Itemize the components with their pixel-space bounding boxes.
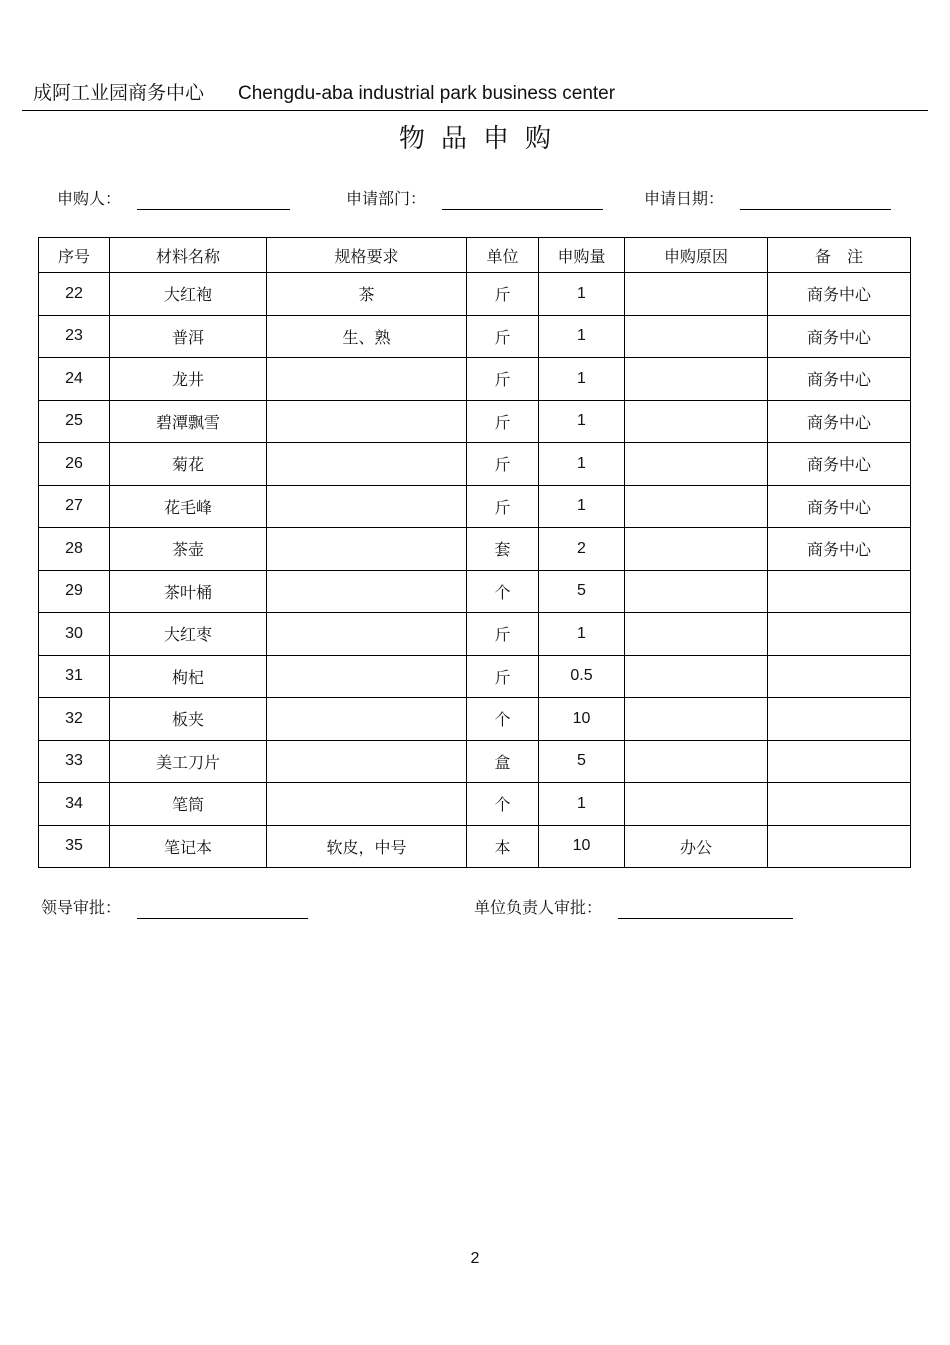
cell-index: 25 <box>39 400 110 443</box>
cell-quantity: 1 <box>539 613 625 656</box>
table-row <box>39 570 911 613</box>
cell-spec <box>267 400 467 443</box>
cell-index: 28 <box>39 528 110 571</box>
unit-head-approval-field <box>474 895 793 919</box>
cell-remark <box>768 570 911 613</box>
cell-spec: 软皮，中号 <box>267 825 467 868</box>
table-row <box>39 655 911 698</box>
page-header <box>33 78 615 105</box>
cell-reason <box>625 740 768 783</box>
cell-unit: 斤 <box>467 315 539 358</box>
cell-reason <box>625 358 768 401</box>
purchase-table <box>38 237 911 868</box>
cell-spec <box>267 655 467 698</box>
table-row <box>39 400 911 443</box>
cell-index: 32 <box>39 698 110 741</box>
col-header-reason: 申购原因 <box>625 238 768 273</box>
cell-quantity: 0.5 <box>539 655 625 698</box>
cell-remark <box>768 698 911 741</box>
cell-remark <box>768 655 911 698</box>
cell-spec <box>267 783 467 826</box>
cell-material: 普洱 <box>110 315 267 358</box>
cell-quantity: 1 <box>539 443 625 486</box>
cell-unit: 斤 <box>467 613 539 656</box>
col-header-remark: 备 注 <box>768 238 911 273</box>
department-blank[interactable] <box>442 189 603 210</box>
cell-reason <box>625 443 768 486</box>
cell-material: 笔记本 <box>110 825 267 868</box>
header-rule <box>22 110 928 111</box>
leader-approval-field <box>41 895 308 919</box>
cell-spec <box>267 613 467 656</box>
cell-remark: 商务中心 <box>768 273 911 316</box>
cell-remark <box>768 740 911 783</box>
cell-quantity: 1 <box>539 485 625 528</box>
applicant-blank[interactable] <box>137 189 290 210</box>
cell-remark: 商务中心 <box>768 485 911 528</box>
cell-material: 笔筒 <box>110 783 267 826</box>
date-field <box>644 186 891 210</box>
cell-quantity: 1 <box>539 358 625 401</box>
cell-unit: 个 <box>467 570 539 613</box>
cell-unit: 斤 <box>467 358 539 401</box>
document-title: 物品申购 <box>398 124 567 154</box>
cell-remark: 商务中心 <box>768 400 911 443</box>
cell-index: 23 <box>39 315 110 358</box>
cell-remark <box>768 613 911 656</box>
cell-spec <box>267 570 467 613</box>
cell-quantity: 1 <box>539 315 625 358</box>
cell-material: 菊花 <box>110 443 267 486</box>
table-row <box>39 740 911 783</box>
date-blank[interactable] <box>740 189 891 210</box>
table-row <box>39 443 911 486</box>
cell-reason <box>625 655 768 698</box>
col-header-unit: 单位 <box>467 238 539 273</box>
table-header-row <box>39 238 911 273</box>
cell-quantity: 2 <box>539 528 625 571</box>
cell-spec: 生、熟 <box>267 315 467 358</box>
page-number: 2 <box>470 1250 480 1267</box>
cell-material: 龙井 <box>110 358 267 401</box>
table-row <box>39 825 911 868</box>
cell-unit: 斤 <box>467 443 539 486</box>
cell-index: 30 <box>39 613 110 656</box>
cell-remark: 商务中心 <box>768 443 911 486</box>
cell-spec: 茶 <box>267 273 467 316</box>
cell-spec <box>267 528 467 571</box>
cell-unit: 斤 <box>467 400 539 443</box>
cell-reason <box>625 570 768 613</box>
cell-reason <box>625 698 768 741</box>
cell-unit: 斤 <box>467 485 539 528</box>
cell-reason <box>625 485 768 528</box>
cell-spec <box>267 485 467 528</box>
cell-reason <box>625 783 768 826</box>
cell-reason <box>625 613 768 656</box>
cell-material: 大红枣 <box>110 613 267 656</box>
cell-index: 35 <box>39 825 110 868</box>
col-header-index: 序号 <box>39 238 110 273</box>
cell-material: 大红袍 <box>110 273 267 316</box>
cell-material: 茶叶桶 <box>110 570 267 613</box>
cell-material: 美工刀片 <box>110 740 267 783</box>
leader-approval-label: 领导审批： <box>41 898 122 917</box>
cell-spec <box>267 740 467 783</box>
cell-remark <box>768 825 911 868</box>
table-row <box>39 613 911 656</box>
cell-unit: 盒 <box>467 740 539 783</box>
cell-reason: 办公 <box>625 825 768 868</box>
table-row <box>39 528 911 571</box>
cell-unit: 斤 <box>467 655 539 698</box>
applicant-label: 申购人： <box>57 189 122 208</box>
cell-quantity: 1 <box>539 400 625 443</box>
table-row <box>39 273 911 316</box>
cell-index: 29 <box>39 570 110 613</box>
cell-quantity: 5 <box>539 570 625 613</box>
header-chinese: 成阿工业园商务中心 <box>33 82 205 104</box>
cell-material: 枸杞 <box>110 655 267 698</box>
cell-index: 34 <box>39 783 110 826</box>
cell-index: 31 <box>39 655 110 698</box>
cell-reason <box>625 273 768 316</box>
cell-unit: 个 <box>467 783 539 826</box>
unit-head-approval-label: 单位负责人审批： <box>474 898 603 917</box>
cell-quantity: 1 <box>539 783 625 826</box>
col-header-quantity: 申购量 <box>539 238 625 273</box>
cell-quantity: 10 <box>539 825 625 868</box>
date-label: 申请日期： <box>644 189 725 208</box>
table-row <box>39 358 911 401</box>
cell-quantity: 1 <box>539 273 625 316</box>
cell-index: 26 <box>39 443 110 486</box>
col-header-material: 材料名称 <box>110 238 267 273</box>
col-header-spec: 规格要求 <box>267 238 467 273</box>
department-label: 申请部门： <box>346 189 427 208</box>
cell-unit: 套 <box>467 528 539 571</box>
cell-spec <box>267 443 467 486</box>
cell-index: 27 <box>39 485 110 528</box>
cell-quantity: 10 <box>539 698 625 741</box>
applicant-field <box>57 186 290 210</box>
table-row <box>39 698 911 741</box>
cell-unit: 斤 <box>467 273 539 316</box>
cell-remark: 商务中心 <box>768 315 911 358</box>
cell-remark: 商务中心 <box>768 528 911 571</box>
cell-index: 33 <box>39 740 110 783</box>
cell-unit: 本 <box>467 825 539 868</box>
cell-material: 碧潭飘雪 <box>110 400 267 443</box>
cell-material: 茶壶 <box>110 528 267 571</box>
cell-reason <box>625 315 768 358</box>
cell-unit: 个 <box>467 698 539 741</box>
cell-spec <box>267 358 467 401</box>
table-row <box>39 315 911 358</box>
cell-index: 24 <box>39 358 110 401</box>
cell-reason <box>625 528 768 571</box>
unit-head-approval-blank[interactable] <box>618 898 793 919</box>
cell-index: 22 <box>39 273 110 316</box>
department-field <box>346 186 603 210</box>
leader-approval-blank[interactable] <box>137 898 308 919</box>
cell-quantity: 5 <box>539 740 625 783</box>
table-row <box>39 485 911 528</box>
cell-reason <box>625 400 768 443</box>
cell-spec <box>267 698 467 741</box>
cell-remark: 商务中心 <box>768 358 911 401</box>
cell-remark <box>768 783 911 826</box>
header-english: Chengdu-aba industrial park business center <box>238 83 616 104</box>
cell-material: 板夹 <box>110 698 267 741</box>
table-row <box>39 783 911 826</box>
cell-material: 花毛峰 <box>110 485 267 528</box>
